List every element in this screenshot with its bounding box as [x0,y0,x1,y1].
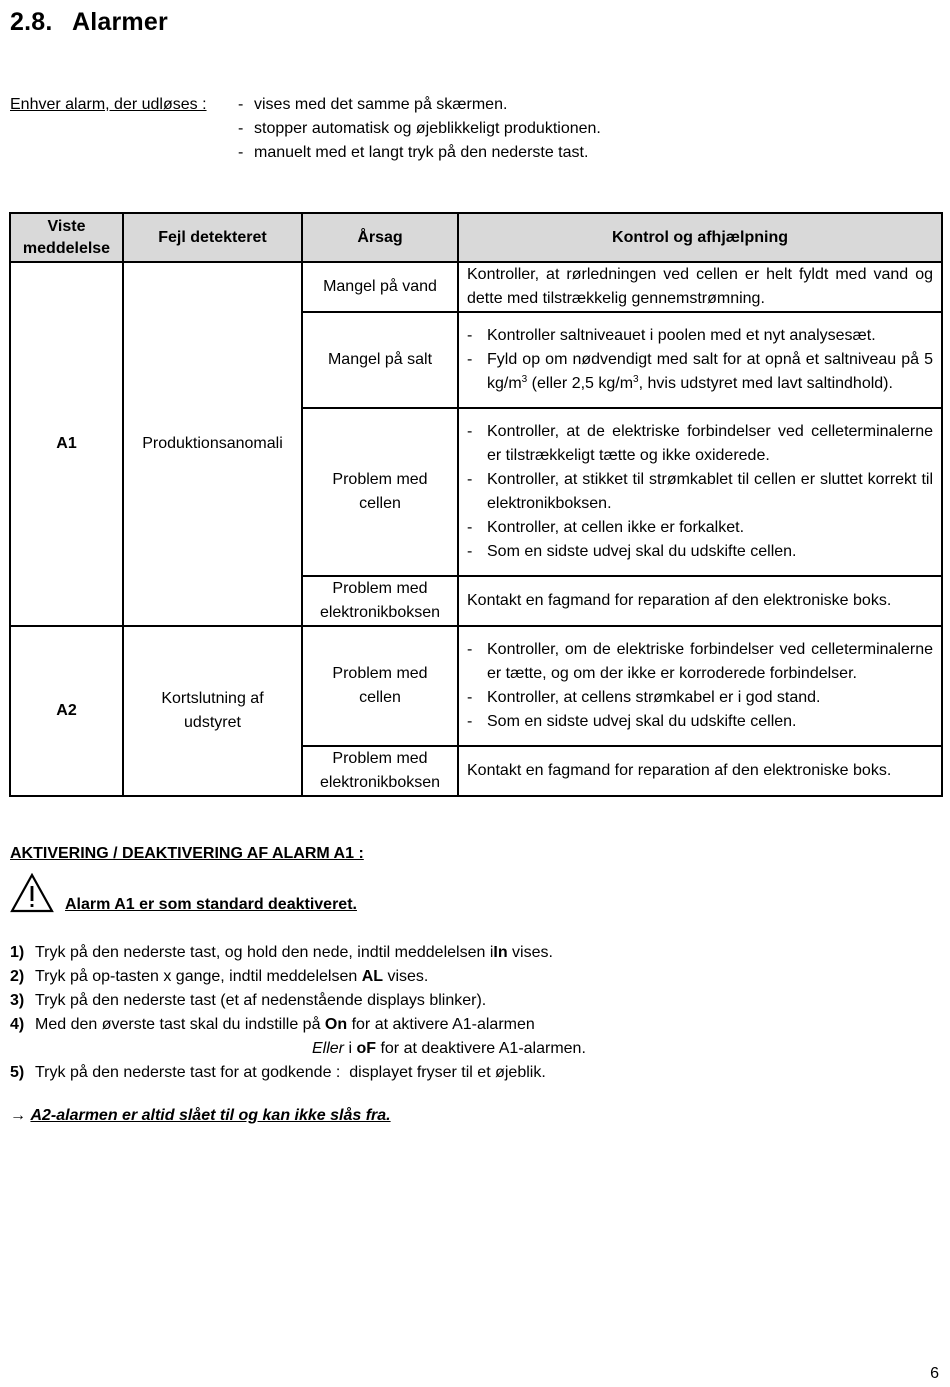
section-number: 2.8. [10,8,53,36]
remedy-cell [458,312,942,408]
header-fault: Fejl detekteret [123,213,302,262]
step-item [10,941,910,965]
steps-list [10,941,910,1085]
list-item: - Kontroller, at stikket til strømkablet til cellen er sluttet korrekt til elektronikboksen. [467,468,933,516]
step-number: 2) [10,968,25,985]
intro-item: - manuelt med et langt tryk på den nederste tast. [238,141,601,165]
remedy-text: Fyld op om nødvendigt med salt for at opnå et saltniveau på 5 kg/m [487,351,933,392]
cause-cell: Problem med elektronikboksen [302,576,458,626]
step-text: Tryk på op-tasten x gange, indtil meddelelsen [35,968,362,985]
cause-cell: Mangel på vand [302,262,458,312]
section-heading [10,8,168,37]
step-bold: In [493,944,508,961]
list-item: - Kontroller, at de elektriske forbindelser ved celleterminalerne er tilstrækkeligt tætte og ikke oxiderede. [467,420,933,468]
note-text: A2-alarmen er altid slået til og kan ikke slås fra. [30,1107,391,1124]
remedy-cell: Kontroller, at rørledningen ved cellen er helt fyldt med vand og dette med tilstrækkelig gennemstrømning. [458,262,942,312]
activation-heading: AKTIVERING / DEAKTIVERING AF ALARM A1 : [10,845,364,862]
table-row [10,626,942,746]
remedy-cell: Kontakt en fagmand for reparation af den elektroniske boks. [458,746,942,796]
intro-item: - stopper automatisk og øjeblikkeligt produktionen. [238,117,601,141]
step-number: 1) [10,944,25,961]
intro-list [238,93,601,165]
cause-cell: Problem med cellen [302,408,458,576]
list-item: - Som en sidste udvej skal du udskifte cellen. [467,710,933,734]
step-text: vises. [383,968,429,985]
step-italic: Eller [312,1040,345,1057]
list-item: - Kontroller, at cellens strømkabel er i god stand. [467,686,933,710]
remedy-cell [458,408,942,576]
cause-cell: Problem med cellen [302,626,458,746]
step-text: vises. [507,944,553,961]
step-item [10,989,910,1013]
alarm-code-a2: A2 [10,626,123,796]
cause-cell: Problem med elektronikboksen [302,746,458,796]
step-text: Tryk på den nederste tast (et af nedenstående displays blinker). [35,992,487,1009]
table-header-row [10,213,942,262]
fault-a1: Produktionsanomali [123,262,302,626]
step-item [10,1013,910,1037]
header-remedy: Kontrol og afhjælpning [458,213,942,262]
list-item: - Kontroller, om de elektriske forbindelser ved celleterminalerne er tætte, og om der ikke er korroderede forbindelser. [467,638,933,686]
remedy-list [467,638,933,734]
list-item: - Kontroller saltniveauet i poolen med et nyt analysesæt. [467,324,933,348]
fault-a2: Kortslutning af udstyret [123,626,302,796]
header-cause: Årsag [302,213,458,262]
step-text: Med den øverste tast skal du indstille på [35,1016,325,1033]
a2-note [10,1107,391,1125]
list-item [467,348,933,396]
step-number: 5) [10,1064,25,1081]
step-bold: oF [356,1040,377,1057]
warning-text: Alarm A1 er som standard deaktiveret. [65,896,357,913]
header-message: Viste meddelelse [10,213,123,262]
step-text: Tryk på den nederste tast, og hold den nede, indtil meddelelsen i [35,944,494,961]
step-text: Tryk på den nederste tast for at godkende : displayet fryser til et øjeblik. [35,1064,546,1081]
list-item: - Kontroller, at cellen ikke er forkalket. [467,516,933,540]
table-row [10,262,942,312]
alarm-table [9,212,943,797]
step-text: i [344,1040,357,1057]
arrow-icon: → [10,1107,26,1124]
superscript: 3 [633,374,639,385]
remedy-list [467,420,933,564]
step-number: 4) [10,1016,25,1033]
step-item [10,1061,910,1085]
step-number: 3) [10,992,25,1009]
page-number: 6 [930,1365,939,1382]
section-title: Alarmer [72,8,168,36]
superscript: 3 [521,374,528,385]
remedy-list [467,324,933,396]
step-text: for at aktivere A1-alarmen [347,1016,535,1033]
step-bold: On [324,1016,348,1033]
step-item [10,965,910,989]
step-bold: AL [361,968,384,985]
remedy-text: (eller 2,5 kg/m [527,375,634,392]
remedy-text: , hvis udstyret med lavt saltindhold). [638,375,893,392]
intro-item: - vises med det samme på skærmen. [238,93,601,117]
intro-lead: Enhver alarm, der udløses : [10,96,207,113]
cause-cell: Mangel på salt [302,312,458,408]
step-continuation [10,1037,910,1061]
remedy-cell [458,626,942,746]
warning-icon [10,873,54,913]
remedy-cell: Kontakt en fagmand for reparation af den elektroniske boks. [458,576,942,626]
step-text: for at deaktivere A1-alarmen. [376,1040,586,1057]
alarm-code-a1: A1 [10,262,123,626]
list-item: - Som en sidste udvej skal du udskifte cellen. [467,540,933,564]
